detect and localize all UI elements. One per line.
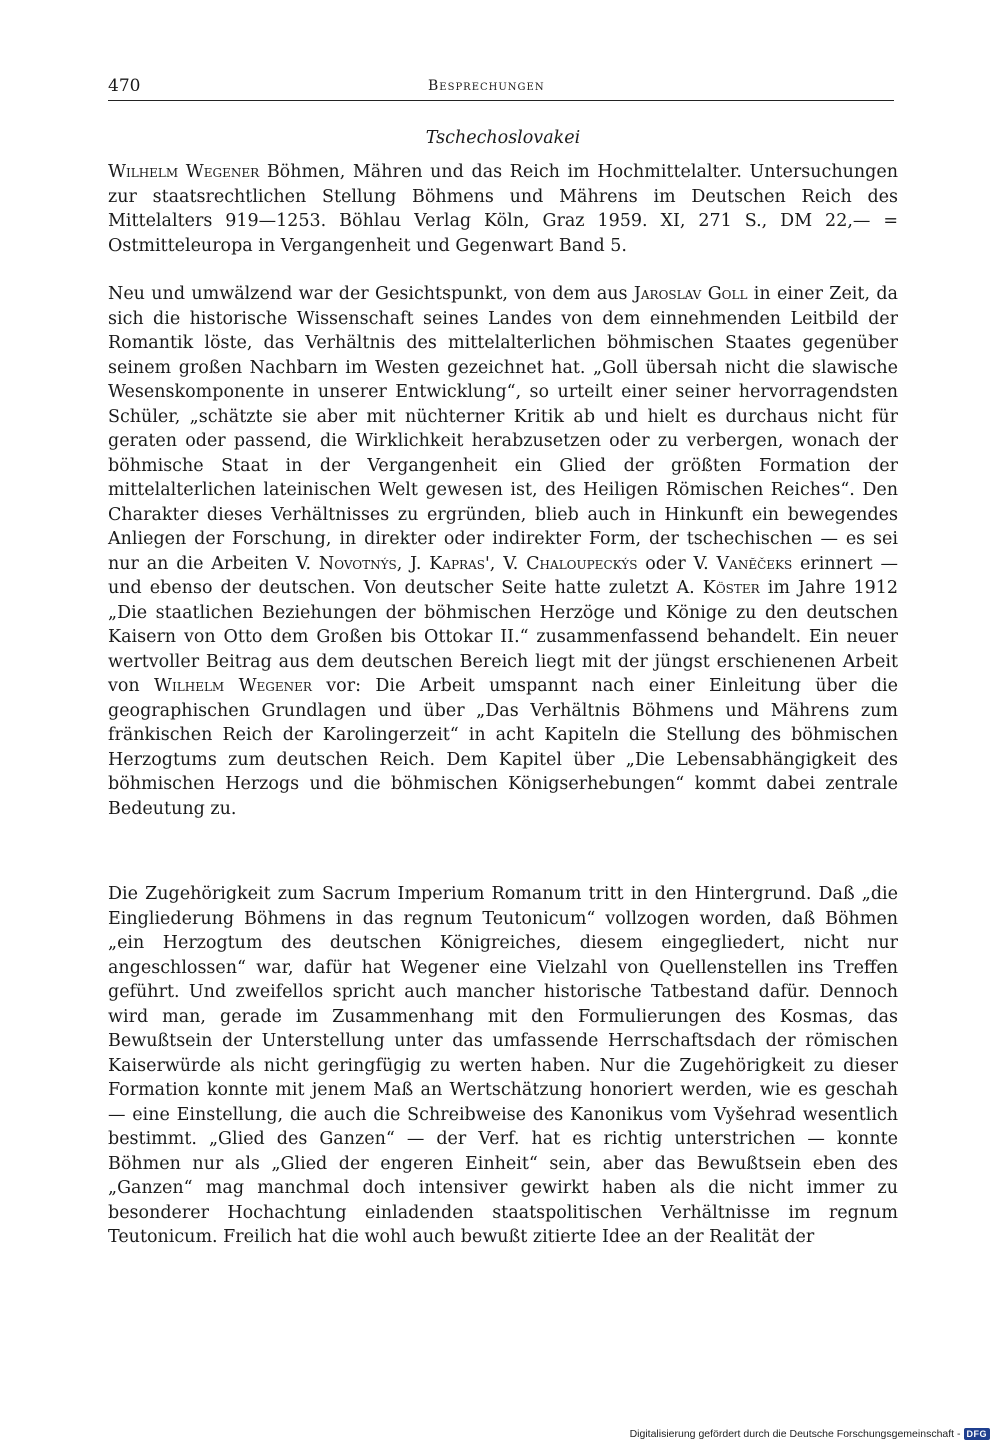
text-run: ', V. [484,553,527,574]
review-paragraph-2: Die Zugehörigkeit zum Sacrum Imperium Romanum tritt in den Hintergrund. Daß „die Eingliederung Böhmens in das regnum Teutonicum“ vollzogen worden, daß Böhmen „ein Herzogtum des deutschen Königreiches, diesem eingegliedert, nicht nur angeschlossen“ war, dafür hat Wegener eine Vielzahl von Quellenstellen ins Treffen geführt. Und zweifellos spricht auch mancher historische Tatbestand dafür. Dennoch wird man, gerade im Zusammenhang mit den Formulierungen des Kosmas, das Bewußtsein der Unterstellung unter das umfassende Herrschaftsdach der römischen Kaiserwürde als nicht geringfügig zu werten haben. Nur die Zugehörigkeit zu dieser Formation konnte mit jenem Maß an Wertschätzung honoriert werden, wie es geschah — eine Einstellung, die auch die Schreibweise des Kanonikus vom Vyšehrad wesentlich bestimmt. „Glied des Ganzen“ — der Verf. hat es richtig unterstrichen — konnte Böhmen nur als „Glied der engeren Einheit“ sein, aber das Bewußtsein eben des „Ganzen“ mag manchmal doch intensiver gewirkt haben als die nicht immer zu besonderer Hochachtung einladenden staatspolitischen Verhältnisse im regnum Teutonicum. Freilich hat die wohl auch bewußt zitierte Idee an der Realität der [108,884,898,1247]
author-name: Jaroslav Goll [633,284,748,304]
section-title: Tschechoslovakei [425,128,581,148]
author-name: Köster [702,578,760,598]
text-run: im Jahre 1912 „Die staatlichen Beziehungen der böhmischen Herzöge und Könige zu den deutschen Kaisern von Otto dem Großen bis Ottokar II.“ zusammenfassend behandelt. Ein neuer wertvoller Beitrag aus dem deutschen Bereich liegt mit der jüngst erschienenen Arbeit von [108,578,898,696]
text-run: vor: Die Arbeit umspannt nach einer Einleitung über die geographischen Grundlagen und über „Das Verhältnis Böhmens und Mährens zum fränkischen Reich der Karolingerzeit“ in acht Kapiteln die Stellung des böhmischen Herzogtums zum deutschen Reich. Dem Kapitel über „Die Lebensabhängigkeit des böhmischen Herzogs und die böhmischen Königserhebungen“ kommt dabei zentrale Bedeutung zu. [108,676,898,819]
running-head: Besprechungen [428,78,545,94]
text-run: in einer Zeit, da sich die historische Wissenschaft seines Landes von dem einnehmenden Leitbild der Romantik löste, das Verhältnis des mittelalterlichen böhmischen Staates gegenüber seinem großen Nachbarn im Westen gezeichnet hat. „Goll übersah nicht die slawische Wesenskomponente in unserer Entwicklung“, so urteilt einer seiner hervorragendsten Schüler, „schätzte sie aber mit nüchterner Kritik ab und hielt es durchaus nicht für geraten oder passend, die Wirklichkeit herabzusetzen oder zu verbergen, wonach der böhmische Staat in der Vergangenheit ein Glied der größten Formation der mittelalterlichen lateinischen Welt gewesen ist, des Heiligen Römischen Reiches“. Den Charakter dieses Verhältnisses zu ergründen, blieb auch in Hinkunft ein bewegendes Anliegen der Forschung, in direkter oder indirekter Form, der tschechischen — es sei nur an die Arbeiten V. [108,284,898,574]
book-citation [108,160,898,258]
text-run: Neu und umwälzend war der Gesichtspunkt, von dem aus [108,284,634,304]
review-paragraph-1 [108,282,898,821]
citation-text: Böhmen, Mähren und das Reich im Hochmittelalter. Untersuchungen zur staatsrechtlichen Stellung Böhmens und Mährens im Deutschen Reich des Mittelalters 919—1253. Böhlau Verlag Köln, Graz 1959. XI, 271 S., DM 22,— = Ostmitteleuropa in Vergangenheit und Gegenwart Band 5. [108,162,898,256]
author-name: Vanĕčeks [716,553,793,574]
author-name: Wilhelm Wegener [154,676,312,696]
author-name: Chaloupeckýs [526,553,638,574]
author-name: Novotnýs [318,553,397,574]
dfg-logo-icon: DFG [964,1428,991,1440]
page-number: 470 [108,76,141,96]
text-run: erinnert — und ebenso der deutschen. Von deutscher Seite hatte zuletzt A. [108,553,898,598]
text-run: oder V. [637,553,717,574]
citation-author: Wilhelm Wegener [108,162,260,182]
page-header [108,72,894,101]
author-name: Kapras [429,553,485,574]
digitization-footer [630,1428,990,1440]
text-run: , J. [396,553,430,574]
footer-text: Digitalisierung gefördert durch die Deutsche Forschungsgemeinschaft - [629,1428,961,1440]
